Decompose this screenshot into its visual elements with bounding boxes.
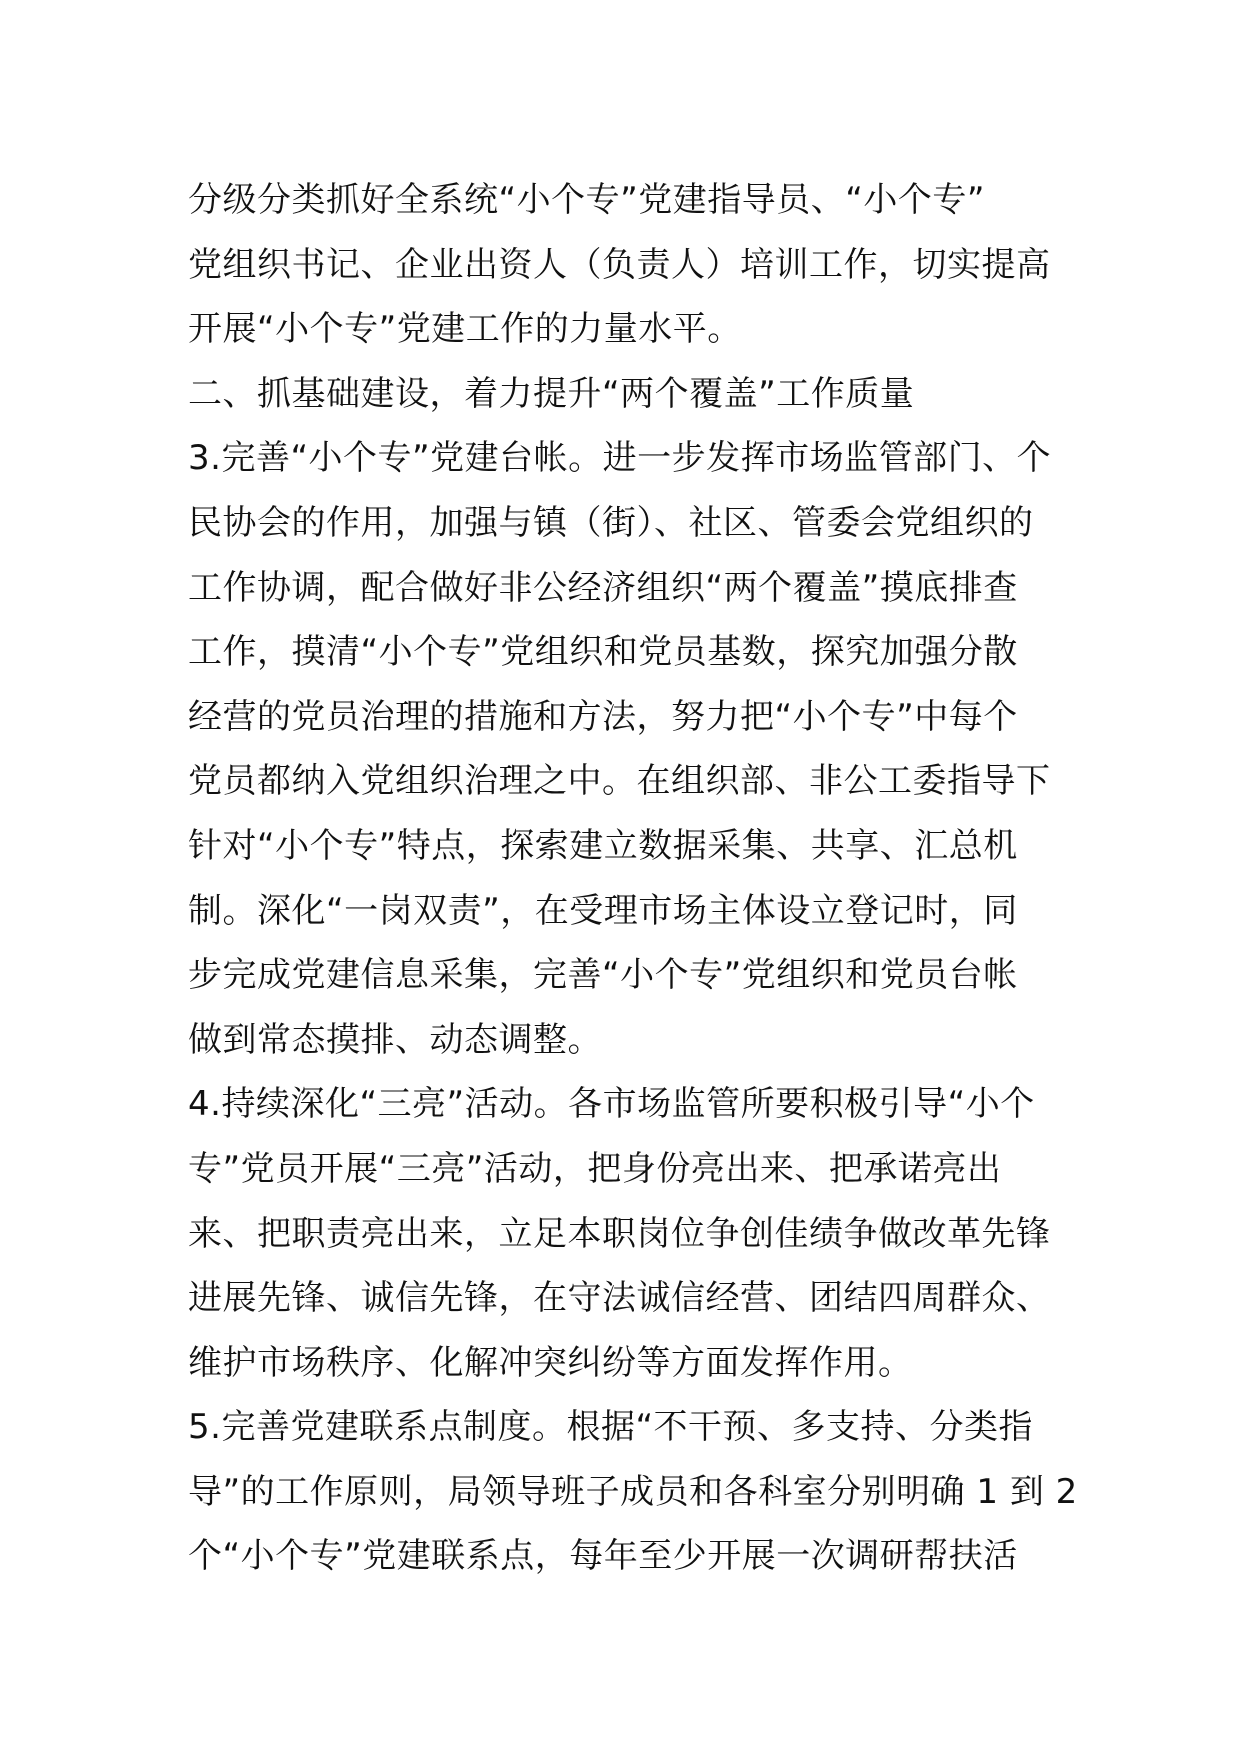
text-line: 个“小个专”党建联系点，每年至少开展一次调研帮扶活 — [188, 1536, 1018, 1577]
text-line: 党组织书记、企业出资人（负责人）培训工作，切实提高 — [188, 244, 1051, 285]
text-line: 针对“小个专”特点，探索建立数据采集、共享、汇总机 — [188, 825, 1018, 866]
text-line: 党员都纳入党组织治理之中。在组织部、非公工委指导下 — [188, 761, 1051, 802]
item-3-heading-line: 3.完善“小个专”党建台帐。进一步发挥市场监管部门、个 — [188, 438, 1052, 479]
section-heading: 二、抓基础建设，着力提升“两个覆盖”工作质量 — [188, 373, 915, 414]
text-line: 专”党员开展“三亮”活动，把身份亮出来、把承诺亮出 — [188, 1148, 1002, 1189]
text-line: 开展“小个专”党建工作的力量水平。 — [188, 309, 742, 350]
text-line: 进展先锋、诚信先锋，在守法诚信经营、团结四周群众、 — [188, 1278, 1051, 1319]
text-line: 步完成党建信息采集，完善“小个专”党组织和党员台帐 — [188, 955, 1018, 996]
text-line: 民协会的作用，加强与镇（街）、社区、管委会党组织的 — [188, 502, 1034, 543]
document-body — [188, 168, 1078, 1589]
text-line: 经营的党员治理的措施和方法，努力把“小个专”中每个 — [188, 696, 1018, 737]
text-line: 做到常态摸排、动态调整。 — [188, 1019, 602, 1060]
text-line: 工作，摸清“小个专”党组织和党员基数，探究加强分散 — [188, 632, 1018, 673]
text-line: 制。深化“一岗双责”，在受理市场主体设立登记时，同 — [188, 890, 1018, 931]
item-4-heading-line: 4.持续深化“三亮”活动。各市场监管所要积极引导“小个 — [188, 1084, 1035, 1125]
text-line: 分级分类抓好全系统“小个专”党建指导员、“小个专” — [188, 180, 985, 220]
item-5-heading-line: 5.完善党建联系点制度。根据“不干预、多支持、分类指 — [188, 1407, 1034, 1448]
text-line: 来、把职责亮出来，立足本职岗位争创佳绩争做改革先锋 — [188, 1213, 1051, 1254]
text-line: 工作协调，配合做好非公经济组织“两个覆盖”摸底排查 — [188, 567, 1018, 608]
text-line: 导”的工作原则，局领导班子成员和各科室分别明确 1 到 2 — [188, 1471, 1078, 1512]
text-line: 维护市场秩序、化解冲突纠纷等方面发挥作用。 — [188, 1342, 913, 1383]
